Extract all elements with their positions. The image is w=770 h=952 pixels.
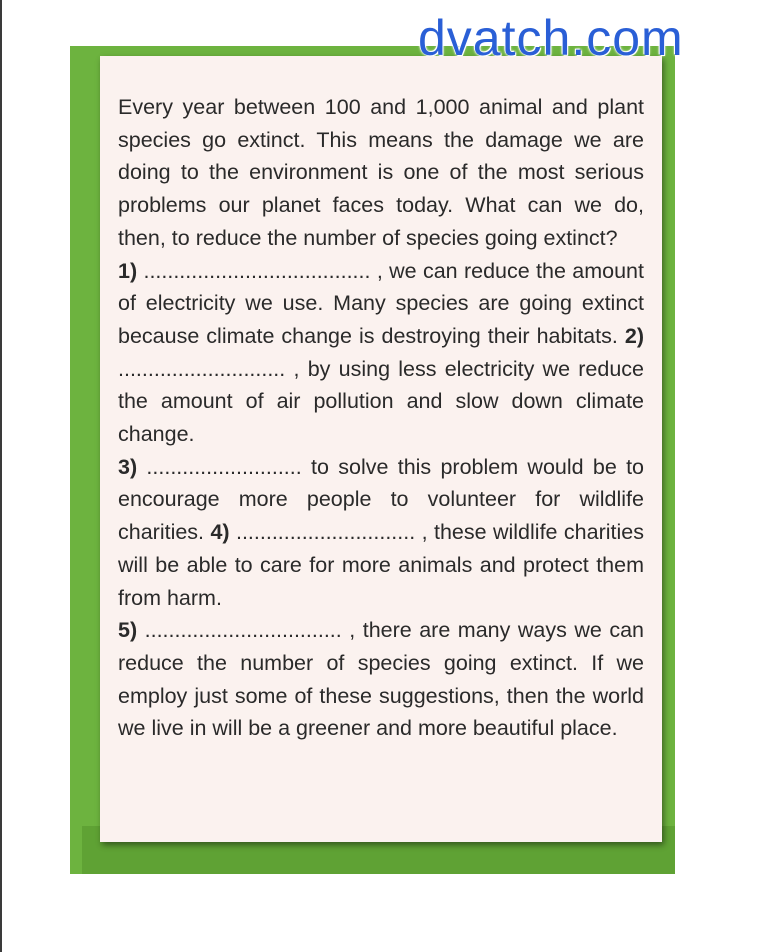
gap-text-1: , we can reduce the amount of electricity we use. Many species are going extinct because climate change is destroying their habitats. <box>118 258 644 348</box>
passage-paragraph-3 <box>118 614 644 745</box>
gap-blank-2[interactable]: ............................ <box>118 356 286 381</box>
gap-number-1: 1) <box>118 258 138 283</box>
watermark-text: dvatch.com <box>418 10 684 66</box>
gap-number-2: 2) <box>624 323 644 348</box>
intro-text: Every year between 100 and 1,000 animal and plant species go extinct. This means the damage we are doing to the environment is one of the most serious problems our planet faces today. What can we do, then, to reduce the number of species going extinct? <box>118 95 644 250</box>
gap-blank-5[interactable]: ................................. <box>144 618 342 643</box>
gap-text-2: , by using less electricity we reduce the amount of air pollution and slow down climate change. <box>118 356 644 447</box>
passage-intro <box>118 91 644 255</box>
text-card <box>100 56 662 842</box>
passage <box>118 91 644 745</box>
page-left-rule <box>0 0 2 952</box>
gap-blank-4[interactable]: .............................. <box>235 520 416 545</box>
gap-blank-1[interactable]: ...................................... <box>143 258 371 283</box>
gap-number-4: 4) <box>210 520 230 545</box>
passage-paragraph-1 <box>118 255 644 451</box>
gap-text-4: , these wildlife charities will be able to care for more animals and protect them from harm. <box>118 520 644 610</box>
gap-number-3: 3) <box>118 454 138 479</box>
passage-paragraph-2 <box>118 451 644 615</box>
gap-text-3: to solve this problem would be to encourage more people to volunteer for wildlife charities. <box>118 454 644 545</box>
gap-blank-3[interactable]: .......................... <box>146 454 302 479</box>
gap-text-5: , there are many ways we can reduce the number of species going extinct. If we employ just some of these suggestions, then the world we live in will be a greener and more beautiful place. <box>118 618 644 741</box>
gap-number-5: 5) <box>118 618 138 643</box>
